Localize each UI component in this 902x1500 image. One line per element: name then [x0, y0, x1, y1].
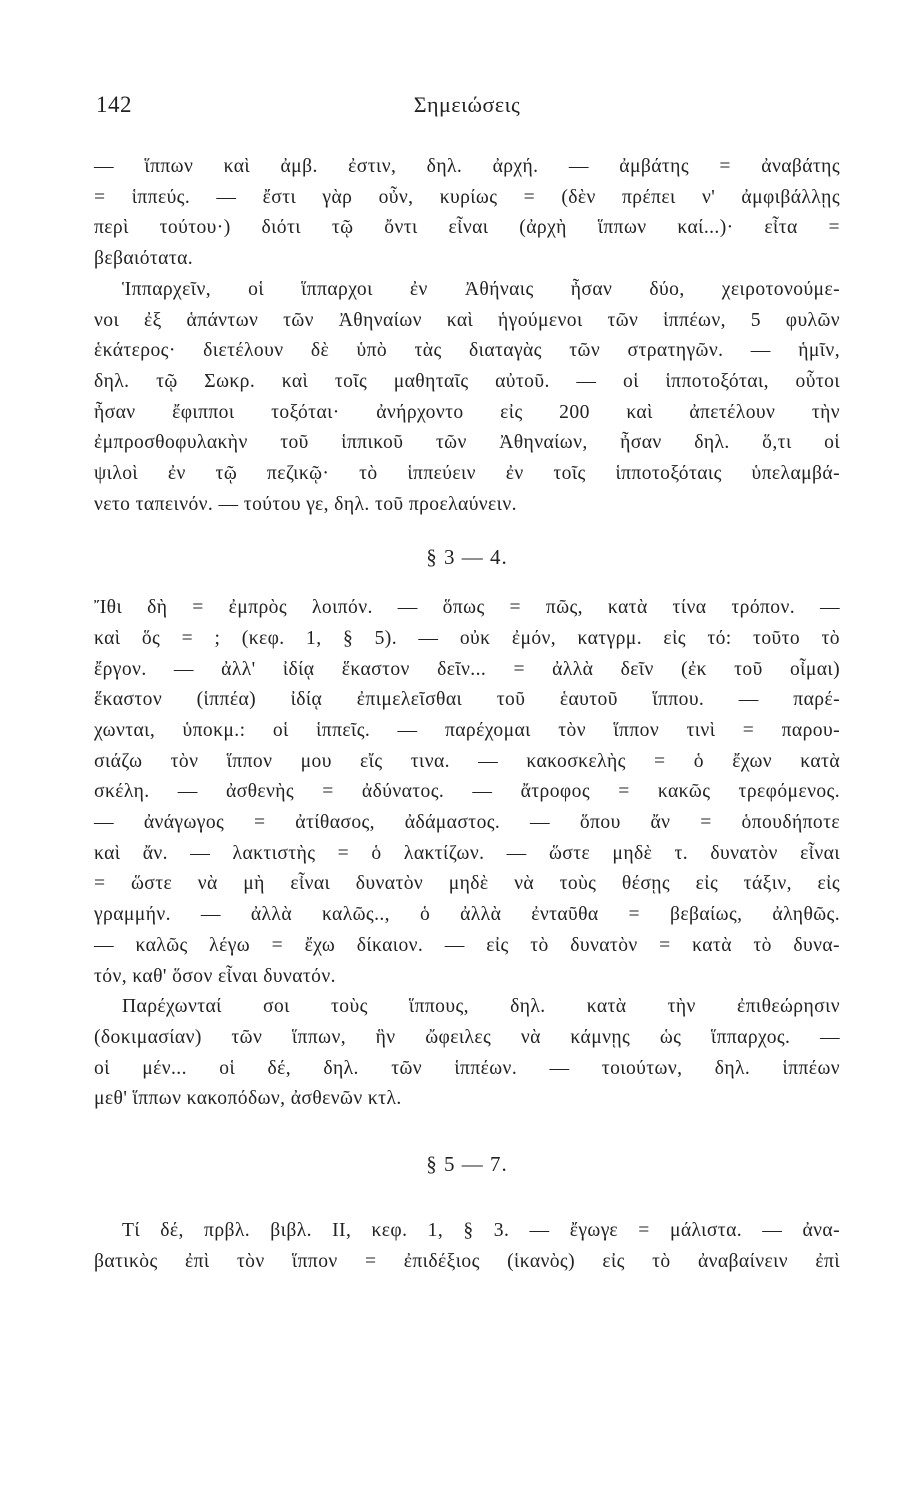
text-line: νοι ἐξ ἁπάντων τῶν Ἀθηναίων καὶ ἡγούμενοι τῶν ἱππέων, 5 φυλῶν: [94, 309, 840, 331]
text-line: (δοκιμασίαν) τῶν ἵππων, ἣν ὤφειλες νὰ κάμνῃς ὡς ἵππαρχος. —: [94, 1026, 840, 1048]
note-paragraph-4: [94, 992, 840, 1115]
section-heading: § 5 — 7.: [426, 1152, 508, 1177]
text-line: — ἵππων καὶ ἀμβ. ἐστιν, δηλ. ἀρχή. — ἀμβάτης = ἀναβάτης: [94, 156, 840, 177]
text-line: Παρέχωνταί σοι τοὺς ἵππους, δηλ. κατὰ τὴν ἐπιθεώρησιν: [122, 996, 840, 1018]
note-paragraph-3: [94, 593, 840, 992]
section-heading: § 3 — 4.: [426, 545, 508, 570]
note-paragraph-2: [94, 275, 840, 521]
text-line: χωνται, ὑποκμ.: οἱ ἱππεῖς. — παρέχομαι τὸν ἵππον τινὶ = παρου-: [94, 719, 840, 741]
text-line: τόν, καθ' ὅσον εἶναι δυνατόν.: [94, 965, 336, 987]
text-line: καὶ ἄν. — λακτιστὴς = ὁ λακτίζων. — ὥστε μηδὲ τ. δυνατὸν εἶναι: [94, 842, 840, 864]
text-line: Ἴθι δὴ = ἐμπρὸς λοιπόν. — ὅπως = πῶς, κατὰ τίνα τρόπον. —: [94, 597, 840, 619]
text-line: ἑκάτερος· διετέλουν δὲ ὑπὸ τὰς διαταγὰς τῶν στρατηγῶν. — ἡμῖν,: [94, 340, 840, 362]
text-line: ἐμπροσθοφυλακὴν τοῦ ἱππικοῦ τῶν Ἀθηναίων, ἦσαν δηλ. ὅ,τι οἱ: [94, 432, 840, 454]
text-line: οἱ μέν... οἱ δέ, δηλ. τῶν ἱππέων. — τοιούτων, δηλ. ἱππέων: [94, 1057, 840, 1079]
page-header: [94, 88, 840, 122]
text-line: Ἱππαρχεῖν, οἱ ἵππαρχοι ἐν Ἀθήναις ἦσαν δύο, χειροτονούμε-: [122, 278, 840, 300]
text-line: Τί δέ, πρβλ. βιβλ. ΙΙ, κεφ. 1, § 3. — ἔγωγε = μάλιστα. — ἀνα-: [122, 1219, 840, 1241]
text-line: βατικὸς ἐπὶ τὸν ἵππον = ἐπιδέξιος (ἱκανὸς) εἰς τὸ ἀναβαίνειν ἐπὶ: [94, 1250, 840, 1272]
text-line: ἦσαν ἔφιπποι τοξόται· ἀνήρχοντο εἰς 200 καὶ ἀπετέλουν τὴν: [94, 401, 840, 423]
text-line: περὶ τούτου·) διότι τῷ ὄντι εἶναι (ἀρχὴ ἵππων καί...)· εἶτα =: [94, 217, 840, 239]
text-line: — ἀνάγωγος = ἀτίθασος, ἀδάμαστος. — ὅπου ἄν = ὁπουδήποτε: [94, 812, 840, 834]
text-line: μεθ' ἵππων κακοπόδων, ἀσθενῶν κτλ.: [94, 1088, 402, 1110]
text-line: γραμμήν. — ἀλλὰ καλῶς.., ὁ ἀλλὰ ἐνταῦθα = βεβαίως, ἀληθῶς.: [94, 904, 840, 926]
page-number: 142: [96, 92, 132, 117]
notes-body: [94, 152, 840, 1277]
note-paragraph-5: [94, 1216, 840, 1277]
text-line: ἔργον. — ἀλλ' ἰδίᾳ ἕκαστον δεῖν... = ἀλλὰ δεῖν (ἐκ τοῦ οἶμαι): [94, 658, 840, 680]
text-line: βεβαιότατα.: [94, 248, 194, 270]
text-line: δηλ. τῷ Σωκρ. καὶ τοῖς μαθηταῖς αὐτοῦ. — οἱ ἱπποτοξόται, οὗτοι: [94, 370, 840, 392]
text-line: σιάζω τὸν ἵππον μου εἴς τινα. — κακοσκελὴς = ὁ ἔχων κατὰ: [94, 750, 840, 772]
book-page: [94, 88, 840, 1277]
text-line: νετο ταπεινόν. — τούτου γε, δηλ. τοῦ προελαύνειν.: [94, 493, 517, 515]
text-line: = ὥστε νὰ μὴ εἶναι δυνατὸν μηδὲ νὰ τοὺς θέσῃς εἰς τάξιν, εἰς: [94, 873, 840, 895]
text-line: καὶ ὅς = ; (κεφ. 1, § 5). — οὐκ ἐμόν, κατγρμ. εἰς τό: τοῦτο τὸ: [94, 627, 840, 649]
text-line: ψιλοὶ ἐν τῷ πεζικῷ· τὸ ἱππεύειν ἐν τοῖς ἱπποτοξόταις ὑπελαμβά-: [94, 463, 840, 485]
text-line: ἕκαστον (ἱππέα) ἰδίᾳ ἐπιμελεῖσθαι τοῦ ἑαυτοῦ ἵππου. — παρέ-: [94, 689, 840, 711]
running-head: Σημειώσεις: [413, 92, 521, 117]
text-line: — καλῶς λέγω = ἔχω δίκαιον. — εἰς τὸ δυνατὸν = κατὰ τὸ δυνα-: [94, 934, 840, 956]
text-line: = ἱππεύς. — ἔστι γὰρ οὖν, κυρίως = (δὲν πρέπει ν' ἀμφιβάλλῃς: [94, 186, 840, 208]
text-line: σκέλη. — ἀσθενὴς = ἀδύνατος. — ἄτροφος = κακῶς τρεφόμενος.: [94, 781, 840, 803]
note-paragraph-1: [94, 152, 840, 275]
